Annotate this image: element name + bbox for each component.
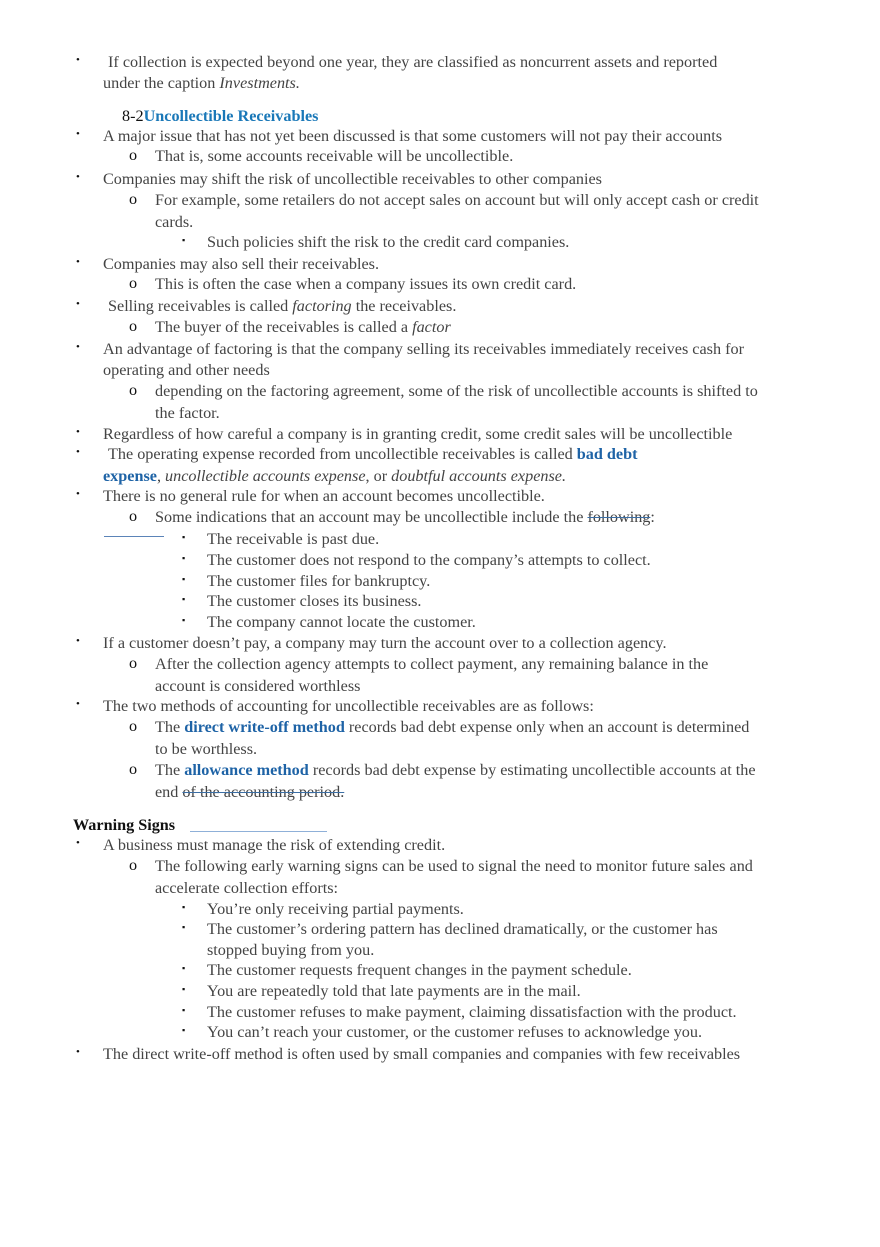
square-bullet: ▪: [182, 553, 186, 563]
paragraph-line: Such policies shift the risk to the credit card companies.: [207, 233, 570, 251]
paragraph-line: You can’t reach your customer, or the customer refuses to acknowledge you.: [207, 1023, 703, 1041]
paragraph-line: end of the accounting period.: [155, 783, 345, 801]
paragraph-line: Some indications that an account may be uncollectible include the following:: [155, 508, 655, 526]
sub-bullet: o: [129, 654, 138, 672]
bullet: •: [76, 426, 80, 438]
paragraph-line: You are repeatedly told that late payments are in the mail.: [207, 982, 581, 1000]
paragraph-line: expense, uncollectible accounts expense, or doubtful accounts expense.: [103, 467, 567, 485]
paragraph-line: Companies may shift the risk of uncollectible receivables to other companies: [103, 170, 602, 188]
sub-bullet: o: [129, 146, 138, 164]
sub-bullet: o: [129, 717, 138, 735]
paragraph-line: The company cannot locate the customer.: [207, 613, 476, 631]
paragraph-line: account is considered worthless: [155, 677, 361, 695]
bullet: •: [76, 446, 80, 458]
sub-bullet: o: [129, 190, 138, 208]
square-bullet: ▪: [182, 615, 186, 625]
margin-mark: [190, 831, 327, 832]
paragraph-line: Selling receivables is called factoring the receivables.: [108, 297, 457, 315]
paragraph-line: A business must manage the risk of extending credit.: [103, 836, 446, 854]
square-bullet: ▪: [182, 532, 186, 542]
paragraph-line: The customer does not respond to the company’s attempts to collect.: [207, 551, 651, 569]
paragraph-line: An advantage of factoring is that the company selling its receivables immediately receives cash for: [103, 340, 744, 358]
square-bullet: ▪: [182, 963, 186, 973]
paragraph-line: Companies may also sell their receivables.: [103, 255, 380, 273]
section-heading: 8-2Uncollectible Receivables: [122, 107, 319, 125]
bullet: •: [76, 635, 80, 647]
sub-bullet: o: [129, 381, 138, 399]
paragraph-line: That is, some accounts receivable will be uncollectible.: [155, 147, 514, 165]
bullet: •: [76, 298, 80, 310]
paragraph-line: The two methods of accounting for uncollectible receivables are as follows:: [103, 697, 594, 715]
square-bullet: ▪: [182, 574, 186, 584]
sub-bullet: o: [129, 274, 138, 292]
bullet: •: [76, 128, 80, 140]
paragraph-line: The following early warning signs can be used to signal the need to monitor future sales and: [155, 857, 753, 875]
square-bullet: ▪: [182, 235, 186, 245]
paragraph-line: The direct write-off method is often used by small companies and companies with few receivables: [103, 1045, 741, 1063]
paragraph-line: The receivable is past due.: [207, 530, 380, 548]
paragraph-line: A major issue that has not yet been discussed is that some customers will not pay their accounts: [103, 127, 723, 145]
paragraph-line: under the caption Investments.: [103, 74, 300, 92]
square-bullet: ▪: [182, 984, 186, 994]
square-bullet: ▪: [182, 1005, 186, 1015]
paragraph-line: If a customer doesn’t pay, a company may turn the account over to a collection agency.: [103, 634, 667, 652]
square-bullet: ▪: [182, 594, 186, 604]
paragraph-line: stopped buying from you.: [207, 941, 375, 959]
paragraph-line: the factor.: [155, 404, 220, 422]
bullet: •: [76, 256, 80, 268]
square-bullet: ▪: [182, 922, 186, 932]
sub-bullet: o: [129, 856, 138, 874]
paragraph-line: If collection is expected beyond one year, they are classified as noncurrent assets and reported: [108, 53, 718, 71]
paragraph-line: accelerate collection efforts:: [155, 879, 339, 897]
square-bullet: ▪: [182, 902, 186, 912]
paragraph-line: After the collection agency attempts to collect payment, any remaining balance in the: [155, 655, 709, 673]
paragraph-line: For example, some retailers do not accept sales on account but will only accept cash or credit: [155, 191, 759, 209]
paragraph-line: The direct write-off method records bad debt expense only when an account is determined: [155, 718, 750, 736]
paragraph-line: The customer requests frequent changes in the payment schedule.: [207, 961, 632, 979]
paragraph-line: There is no general rule for when an account becomes uncollectible.: [103, 487, 545, 505]
paragraph-line: The customer refuses to make payment, claiming dissatisfaction with the product.: [207, 1003, 737, 1021]
bullet: •: [76, 1046, 80, 1058]
paragraph-line: This is often the case when a company issues its own credit card.: [155, 275, 577, 293]
paragraph-line: The customer files for bankruptcy.: [207, 572, 431, 590]
paragraph-line: The buyer of the receivables is called a factor: [155, 318, 451, 336]
paragraph-line: The operating expense recorded from uncollectible receivables is called bad debt: [108, 445, 638, 463]
paragraph-line: The customer’s ordering pattern has declined dramatically, or the customer has: [207, 920, 718, 938]
margin-mark: [104, 536, 164, 537]
bullet: •: [76, 488, 80, 500]
square-bullet: ▪: [182, 1025, 186, 1035]
sub-bullet: o: [129, 507, 138, 525]
paragraph-line: to be worthless.: [155, 740, 258, 758]
sub-bullet: o: [129, 317, 138, 335]
paragraph-line: operating and other needs: [103, 361, 270, 379]
bullet: •: [76, 341, 80, 353]
sub-bullet: o: [129, 760, 138, 778]
bullet: •: [76, 171, 80, 183]
bullet: •: [76, 54, 80, 66]
warning-signs-heading: Warning Signs: [73, 816, 176, 834]
bullet: •: [76, 698, 80, 710]
paragraph-line: The customer closes its business.: [207, 592, 422, 610]
paragraph-line: depending on the factoring agreement, some of the risk of uncollectible accounts is shifted to: [155, 382, 758, 400]
paragraph-line: cards.: [155, 213, 194, 231]
bullet: •: [76, 837, 80, 849]
paragraph-line: You’re only receiving partial payments.: [207, 900, 464, 918]
paragraph-line: Regardless of how careful a company is in granting credit, some credit sales will be uncollectible: [103, 425, 733, 443]
paragraph-line: The allowance method records bad debt expense by estimating uncollectible accounts at the: [155, 761, 756, 779]
